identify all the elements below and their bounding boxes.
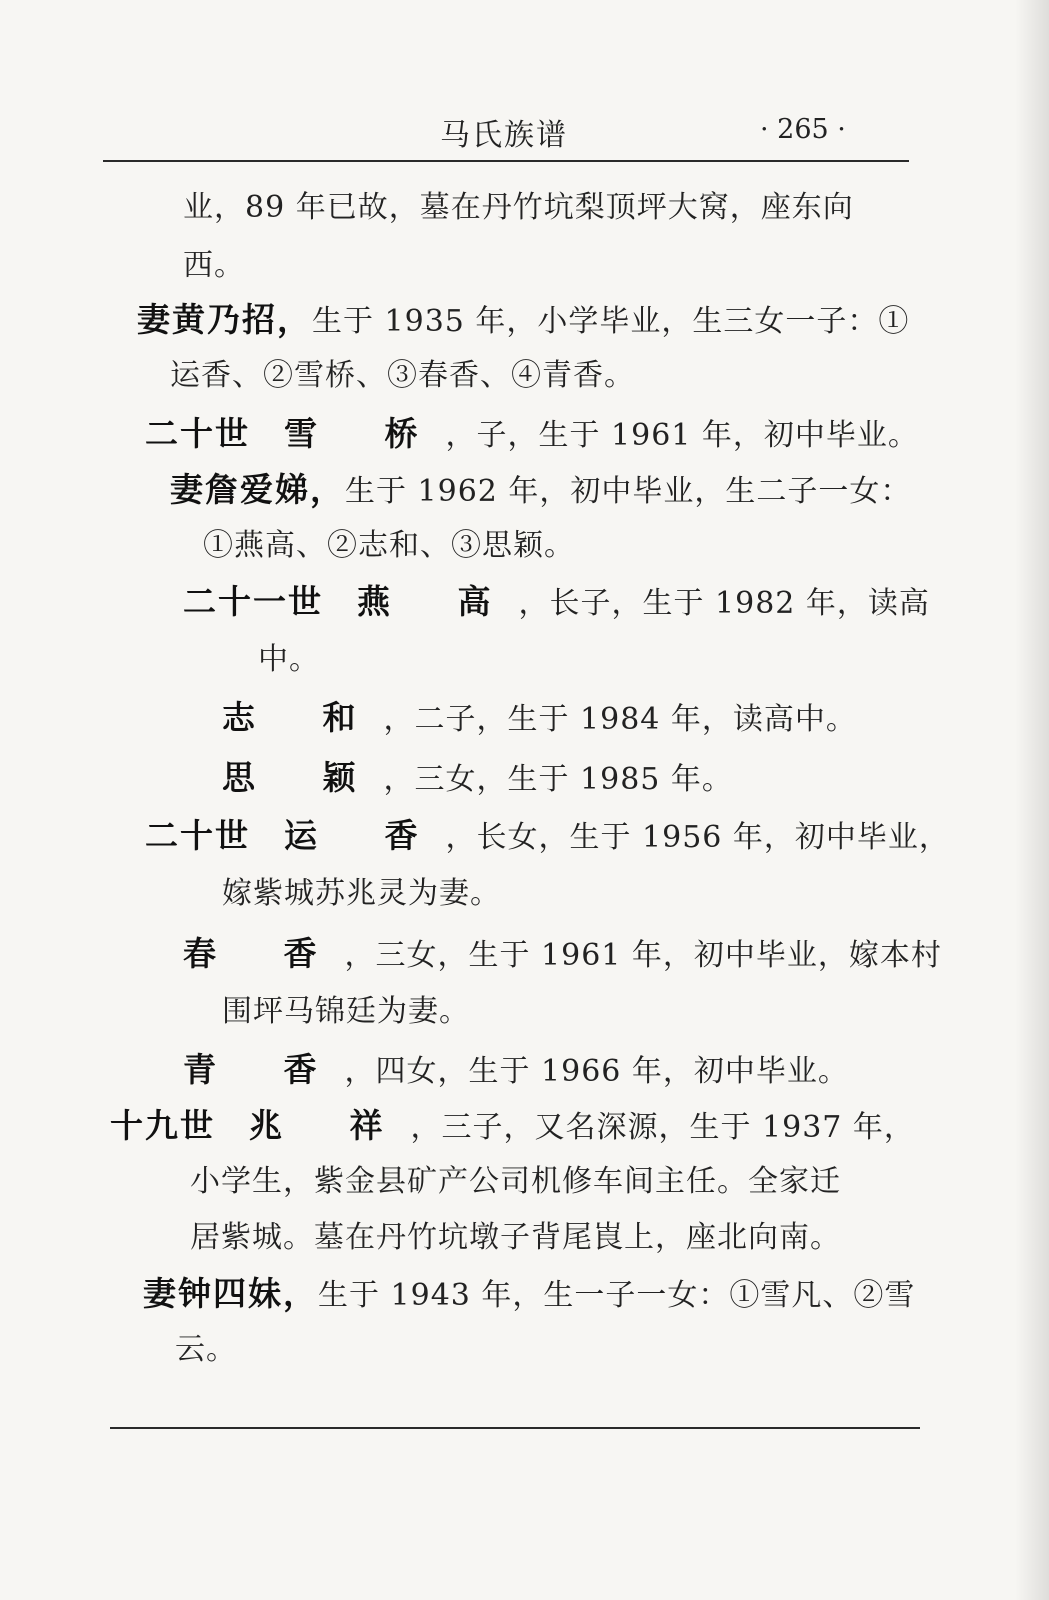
person-name: 春 香 <box>183 934 345 973</box>
generation-label: 十九世 <box>110 1106 215 1145</box>
line-text: ①燕高、②志和、③思颖。 <box>203 528 575 563</box>
spouse-line <box>137 302 909 340</box>
generation-label: 二十世 <box>145 816 250 855</box>
spouse-name: 妻黄乃招， <box>137 300 312 339</box>
line-text: 生于 1962 年，初中毕业，生二子一女： <box>345 474 912 509</box>
generation-label: 二十一世 <box>183 582 323 621</box>
text-line <box>183 190 854 226</box>
line-text: 中。 <box>258 642 320 677</box>
line-text: 围坪马锦廷为妻。 <box>222 994 470 1029</box>
line-text: 运香、②雪桥、③春香、④青香。 <box>170 358 635 393</box>
line-text: ，二子，生于 1984 年，读高中。 <box>383 702 857 737</box>
person-name: 思 颖 <box>222 758 384 797</box>
line-text: ，三子，又名深源，生于 1937 年， <box>410 1110 915 1145</box>
person-name: 志 和 <box>222 698 384 737</box>
generation-entry <box>145 818 950 856</box>
line-text: 业，89 年已故，墓在丹竹坑梨顶坪大窝，座东向 <box>183 190 854 225</box>
sibling-entry <box>183 1052 849 1090</box>
line-text: 西。 <box>183 248 245 283</box>
text-line <box>175 1332 237 1368</box>
page-edge-shadow <box>1015 0 1049 1600</box>
spouse-line <box>143 1276 915 1314</box>
text-line <box>190 1220 841 1256</box>
text-line <box>258 642 320 678</box>
generation-entry <box>110 1108 915 1146</box>
header-rule <box>103 160 909 162</box>
line-text: ，四女，生于 1966 年，初中毕业。 <box>344 1054 849 1089</box>
text-line <box>203 528 575 564</box>
generation-label: 二十世 <box>145 414 250 453</box>
footer-rule <box>110 1427 920 1429</box>
text-line <box>170 358 635 394</box>
sibling-entry <box>222 760 733 798</box>
spouse-name: 妻詹爱娣， <box>170 470 345 509</box>
person-name: 兆 祥 <box>249 1106 411 1145</box>
line-text: 生于 1943 年，生一子一女：①雪凡、②雪 <box>318 1278 916 1313</box>
text-line <box>183 248 245 284</box>
text-line <box>222 994 470 1030</box>
person-name: 青 香 <box>183 1050 345 1089</box>
page-number: · 265 · <box>760 114 846 145</box>
text-line <box>222 876 501 912</box>
text-line <box>190 1164 841 1200</box>
line-text: 生于 1935 年，小学毕业，生三女一子：① <box>312 304 910 339</box>
line-text: ，长女，生于 1956 年，初中毕业， <box>445 820 950 855</box>
person-name: 运 香 <box>284 816 446 855</box>
line-text: ，子，生于 1961 年，初中毕业。 <box>445 418 919 453</box>
person-name: 燕 高 <box>357 582 519 621</box>
line-text: 居紫城。墓在丹竹坑墩子背尾崀上，座北向南。 <box>190 1220 841 1255</box>
line-text: 嫁紫城苏兆灵为妻。 <box>222 876 501 911</box>
sibling-entry <box>222 700 857 738</box>
generation-entry <box>145 416 919 454</box>
generation-entry <box>183 584 930 622</box>
line-text: 小学生，紫金县矿产公司机修车间主任。全家迁 <box>190 1164 841 1199</box>
line-text: 云。 <box>175 1332 237 1367</box>
person-name: 雪 桥 <box>284 414 446 453</box>
spouse-name: 妻钟四妹， <box>143 1274 318 1313</box>
line-text: ，长子，生于 1982 年，读高 <box>518 586 930 621</box>
line-text: ，三女，生于 1961 年，初中毕业，嫁本村 <box>344 938 942 973</box>
spouse-line <box>170 472 911 510</box>
running-title: 马氏族谱 <box>440 118 568 153</box>
line-text: ，三女，生于 1985 年。 <box>383 762 733 797</box>
sibling-entry <box>183 936 942 974</box>
